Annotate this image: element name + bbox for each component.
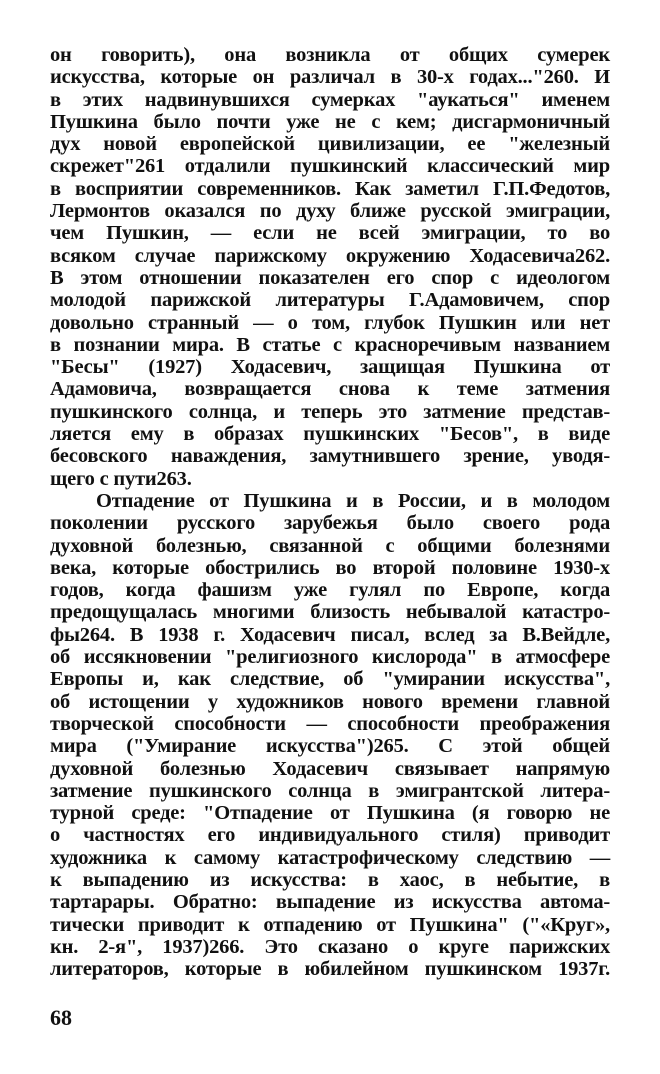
text-line: "Бесы" (1927) Ходасевич, защищая Пушкина от bbox=[50, 356, 610, 379]
text-line: тически приводит к отпадению от Пушкина" ("«Круг», bbox=[50, 913, 610, 936]
text-line: духовной болезнью Ходасевич связывает напрямую bbox=[50, 757, 610, 780]
text-line: о частностях его индивидуального стиля) приводит bbox=[50, 824, 610, 847]
text-line: пушкинского солнца, и теперь это затмение представ- bbox=[50, 400, 610, 423]
text-line: затмение пушкинского солнца в эмигрантской литера- bbox=[50, 779, 610, 802]
text-line: мира ("Умирание искусства")265. С этой общей bbox=[50, 735, 610, 758]
text-line: В этом отношении показателен его спор с идеологом bbox=[50, 266, 610, 289]
text-line: к выпадению из искусства: в хаос, в небытие, в bbox=[50, 868, 610, 891]
text-line: Адамовича, возвращается снова к теме затмения bbox=[50, 378, 610, 401]
text-line: чем Пушкин, — если не всей эмиграции, то во bbox=[50, 222, 610, 245]
text-line: в этих надвинувшихся сумерках "аукаться" именем bbox=[50, 88, 610, 111]
text-line: турной среде: "Отпадение от Пушкина (я говорю не bbox=[50, 802, 610, 825]
text-line: творческой способности — способности преображения bbox=[50, 712, 610, 735]
text-line: щего с пути263. bbox=[50, 467, 192, 490]
text-line: Отпадение от Пушкина и в России, и в молодом bbox=[96, 489, 610, 512]
text-line: поколении русского зарубежья было своего рода bbox=[50, 512, 610, 535]
text-line: он говорить), она возникла от общих сумерек bbox=[50, 44, 610, 66]
text-line: довольно странный — о том, глубок Пушкин или нет bbox=[50, 311, 610, 334]
text-line: предощущалась многими близость небывалой катастро- bbox=[50, 601, 610, 624]
text-line: тартарары. Обратно: выпадение из искусства автома- bbox=[50, 891, 610, 914]
text-line: скрежет"261 отдалили пушкинский классический мир bbox=[50, 155, 610, 178]
text-line: Лермонтов оказался по духу ближе русской эмиграции, bbox=[50, 200, 610, 223]
text-line: дух новой европейской цивилизации, ее "железный bbox=[50, 133, 610, 156]
text-line: Пушкина было почти уже не с кем; дисгармоничный bbox=[50, 110, 610, 133]
text-line: литераторов, которые в юбилейном пушкинском 1937г. bbox=[50, 958, 610, 981]
text-line: духовной болезнью, связанной с общими болезнями bbox=[50, 534, 610, 557]
page-number: 68 bbox=[50, 1005, 72, 1030]
text-line: кн. 2-я", 1937)266. Это сказано о круге парижских bbox=[50, 935, 610, 958]
text-line: ляется ему в образах пушкинских "Бесов", в виде bbox=[50, 423, 610, 446]
text-line: об иссякновении "религиозного кислорода" в атмосфере bbox=[50, 646, 610, 669]
text-line: искусства, которые он различал в 30-х годах..."260. И bbox=[50, 66, 610, 89]
text-line: Европы и, как следствие, об "умирании искусства", bbox=[50, 668, 610, 691]
text-line: в познании мира. В статье с красноречивым названием bbox=[50, 333, 610, 356]
text-line: фы264. В 1938 г. Ходасевич писал, вслед за В.Вейдле, bbox=[50, 623, 610, 646]
body-text bbox=[50, 44, 610, 980]
text-line: всяком случае парижскому окружению Ходасевича262. bbox=[50, 244, 610, 267]
text-line: годов, когда фашизм уже гулял по Европе, когда bbox=[50, 579, 610, 602]
text-line: художника к самому катастрофическому следствию — bbox=[50, 846, 610, 869]
text-line: молодой парижской литературы Г.Адамовичем, спор bbox=[50, 289, 610, 312]
text-line: бесовского наваждения, замутнившего зрение, уводя- bbox=[50, 445, 610, 468]
text-line: века, которые обострились во второй половине 1930-х bbox=[50, 556, 610, 579]
text-line: в восприятии современников. Как заметил Г.П.Федотов, bbox=[50, 177, 610, 200]
text-line: об истощении у художников нового времени главной bbox=[50, 690, 610, 713]
